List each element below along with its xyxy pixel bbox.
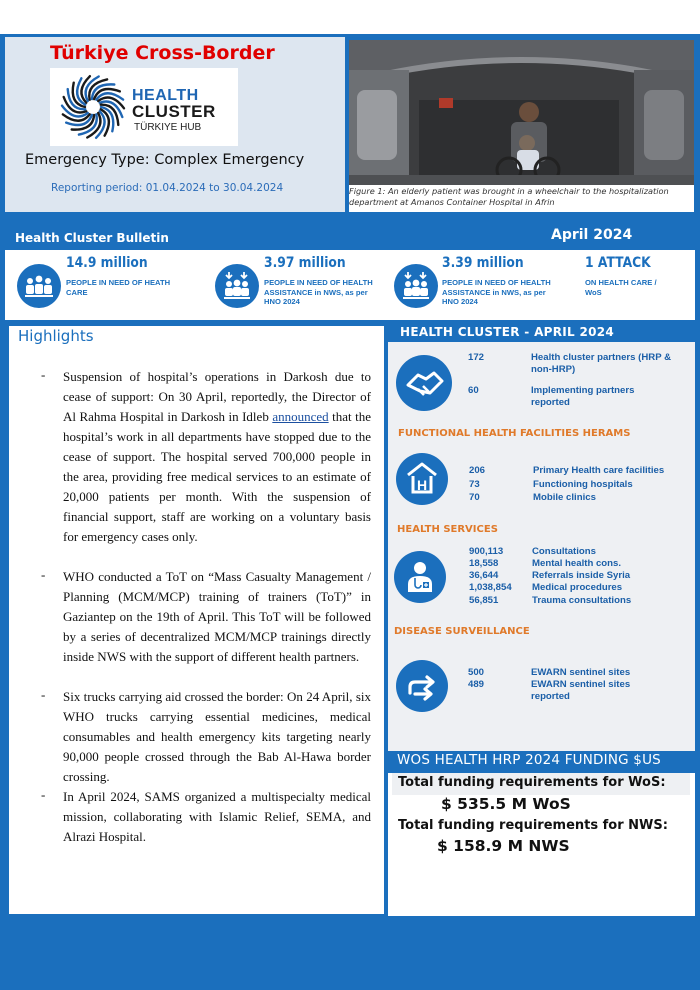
service-count: 18,558 bbox=[469, 558, 499, 569]
facilities-title: FUNCTIONAL HEALTH FACILITIES HERAMS bbox=[398, 428, 631, 439]
hospitals-count: 73 bbox=[469, 479, 480, 490]
people-need-icon bbox=[394, 264, 438, 308]
service-label: Mental health cons. bbox=[532, 558, 622, 569]
partners-label: Health cluster partners (HRP & non-HRP) bbox=[531, 352, 672, 375]
stat-value: 1 ATTACK bbox=[585, 255, 651, 271]
service-label: Referrals inside Syria bbox=[532, 570, 631, 581]
phc-count: 206 bbox=[469, 465, 486, 476]
nws-funding-label: Total funding requirements for NWS: bbox=[398, 818, 668, 833]
doctor-icon bbox=[394, 551, 446, 603]
service-label: Consultations bbox=[532, 546, 596, 557]
logo-text-health: HEALTH bbox=[132, 87, 199, 104]
logo-text-cluster: CLUSTER bbox=[132, 102, 216, 121]
service-label: Medical procedures bbox=[532, 582, 623, 593]
logo-text-hub: TÜRKIYE HUB bbox=[134, 122, 202, 133]
bullet-dash: - bbox=[41, 687, 46, 702]
stat-label: PEOPLE IN NEED OF HEALTH ASSISTANCE in NWS, as per HNO 2024 bbox=[264, 278, 373, 306]
bullet-dash: - bbox=[41, 787, 46, 802]
stat-value: 14.9 million bbox=[66, 255, 148, 271]
bulletin-month: April 2024 bbox=[551, 227, 633, 243]
hospitals-label: Functioning hospitals bbox=[533, 479, 633, 490]
stat-label: PEOPLE IN NEED OF HEALTH ASSISTANCE in NWS, as per HNO 2024 bbox=[442, 278, 551, 306]
service-count: 900,113 bbox=[469, 546, 504, 557]
reporting-period: Reporting period: 01.04.2024 to 30.04.2024 bbox=[51, 182, 284, 194]
top-margin bbox=[0, 0, 700, 34]
ewarn-sites-count: 500 bbox=[468, 667, 485, 678]
handshake-icon bbox=[396, 355, 452, 411]
announced-link[interactable]: announced bbox=[272, 409, 329, 424]
people-group-icon bbox=[17, 264, 61, 308]
phc-label: Primary Health care facilities bbox=[533, 465, 665, 476]
bullet-dash: - bbox=[41, 567, 46, 582]
wos-funding-label: Total funding requirements for WoS: bbox=[398, 775, 666, 790]
mobile-clinics-count: 70 bbox=[469, 492, 480, 503]
page-title: Türkiye Cross-Border bbox=[50, 42, 275, 64]
people-need-icon bbox=[215, 264, 259, 308]
service-count: 36,644 bbox=[469, 570, 499, 581]
emergency-type: Emergency Type: Complex Emergency bbox=[25, 152, 305, 168]
highlight-item: Six trucks carrying aid crossed the border: On 24 April, six WHO trucks carrying essential medicines, medical consumables and health emergency kits targeting nearly 90,000 people crossed through the Bab Al-Hawa border crossing. bbox=[63, 689, 371, 784]
partners-count: 172 bbox=[468, 352, 485, 363]
health-cluster-logo bbox=[50, 68, 238, 146]
referral-arrows-icon bbox=[396, 660, 448, 712]
hospital-photo bbox=[349, 40, 694, 185]
highlight-item: WHO conducted a ToT on “Mass Casualty Management / Planning (MCM/MCP) training of trainers (ToT)” in Gaziantep on the 19th of April. This ToT will be followed by a series of decentralized MCM/MCP trainings directly inside NWS with the support of different health partners. bbox=[63, 569, 371, 664]
stat-value: 3.97 million bbox=[264, 255, 346, 271]
services-title: HEALTH SERVICES bbox=[397, 524, 498, 535]
nws-funding-amount: $ 158.9 M NWS bbox=[437, 837, 570, 855]
bullet-dash: - bbox=[41, 367, 46, 382]
stat-value: 3.39 million bbox=[442, 255, 524, 271]
stat-label: ON HEALTH CARE / WoS bbox=[585, 278, 657, 297]
highlights-title: Highlights bbox=[18, 327, 94, 345]
stat-label: PEOPLE IN NEED OF HEATH CARE bbox=[66, 278, 171, 297]
surveillance-title: DISEASE SURVEILLANCE bbox=[394, 626, 530, 637]
highlight-item: In April 2024, SAMS organized a multispecialty medical mission, collaborating with Islamic Relief, SEMA, and Alrazi Hospital. bbox=[63, 789, 371, 844]
ewarn-reported-count: 489 bbox=[468, 679, 485, 690]
ewarn-reported-label: EWARN sentinel sites reported bbox=[531, 679, 631, 702]
implementing-count: 60 bbox=[468, 385, 479, 396]
hospital-icon bbox=[396, 453, 448, 505]
svg-text:H: H bbox=[416, 477, 428, 493]
highlight-item: Suspension of hospital’s operations in Darkosh due to cease of support: On 30 April, reportedly, the Director of Al Rahma Hospital in Darkosh in Idleb announced that the hospital’s work in all departments have stopped due to the cease of support. The hospital served 700,000 people in the area, providing free medical services to an estimate of 20,000 patients per month. With the suspension of financial support, staff are working on a voluntary basis for emergency cases only. bbox=[63, 369, 371, 544]
health-cluster-header-text: HEALTH CLUSTER - APRIL 2024 bbox=[400, 325, 615, 339]
bulletin-label: Health Cluster Bulletin bbox=[15, 231, 169, 245]
mobile-clinics-label: Mobile clinics bbox=[533, 492, 596, 503]
service-count: 56,851 bbox=[469, 595, 499, 606]
photo-caption: Figure 1: An elderly patient was brought in a wheelchair to the hospitalization department at Amanos Container Hospital in Afrin bbox=[349, 186, 669, 207]
service-count: 1,038,854 bbox=[469, 582, 512, 593]
funding-header-text: WOS HEALTH HRP 2024 FUNDING $US bbox=[397, 752, 661, 768]
implementing-label: Implementing partners reported bbox=[531, 385, 635, 408]
wos-funding-amount: $ 535.5 M WoS bbox=[441, 795, 571, 813]
service-label: Trauma consultations bbox=[532, 595, 632, 606]
ewarn-sites-label: EWARN sentinel sites bbox=[531, 667, 631, 678]
swirl-logo-icon bbox=[60, 74, 126, 140]
